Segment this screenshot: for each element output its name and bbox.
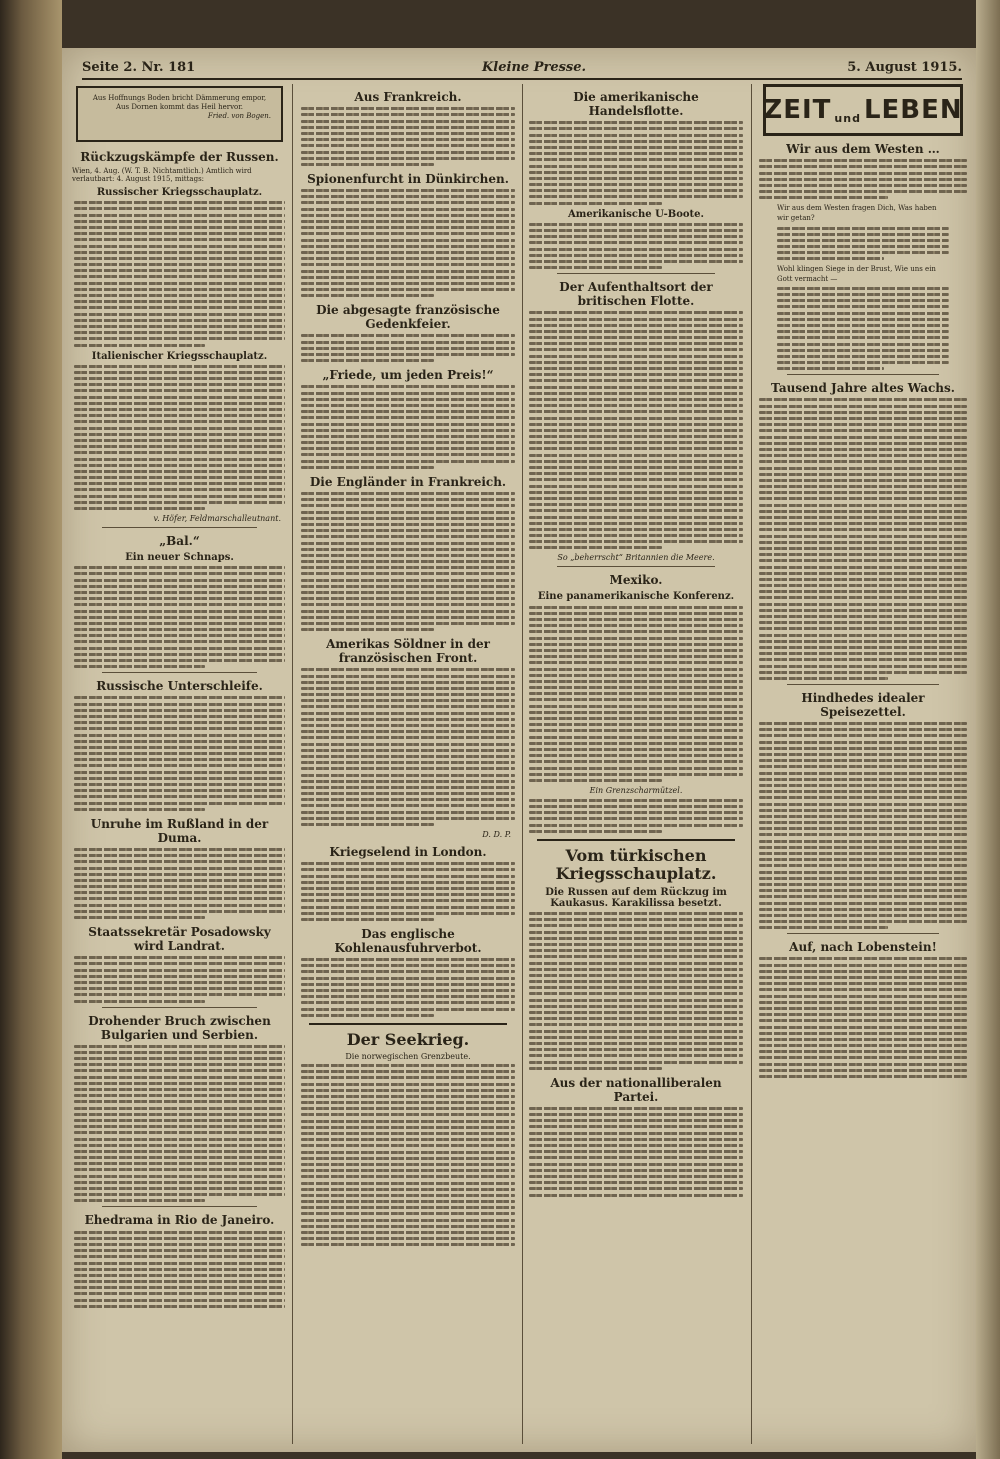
column-4: [757, 84, 969, 1444]
section-heading: Russischer Kriegsschauplatz.: [96, 187, 263, 198]
article-subheadline: Die norwegischen Grenzbeute.: [345, 1051, 471, 1061]
masthead-word: ZEIT: [763, 95, 832, 125]
article-body: [759, 957, 967, 1078]
article-body: [759, 159, 967, 199]
next-page-edge: [976, 0, 1000, 1459]
separator: [102, 1007, 257, 1008]
article-body: [529, 912, 743, 1070]
column-1: [72, 84, 287, 1444]
column-rule: [292, 84, 293, 1444]
separator: [787, 684, 939, 685]
article-body: [301, 862, 515, 921]
article-signature: v. Höfer, Feldmarschalleutnant.: [153, 514, 281, 523]
article-signature: So „beherrscht“ Britannien die Meere.: [557, 553, 715, 563]
separator: [557, 566, 715, 567]
article-subheadline: Ein neuer Schnaps.: [125, 552, 234, 563]
article-body: [529, 606, 743, 782]
article-headline: Der Aufenthaltsort der britischen Flotte.: [559, 280, 713, 309]
motto-line: Aus Dornen kommt das Heil hervor.: [115, 103, 244, 111]
article-body: [301, 1064, 515, 1246]
article-body: [301, 189, 515, 297]
article-body: [759, 398, 967, 679]
article-headline: Auf, nach Lobenstein!: [789, 940, 937, 955]
page-header: [82, 58, 962, 80]
article-headline: Drohender Bruch zwischen Bulgarien und Serbien.: [88, 1013, 271, 1042]
article-headline: Russische Unterschleife.: [96, 679, 263, 694]
article-body: [74, 1231, 285, 1308]
article-signature: Ein Grenzscharmützel.: [589, 785, 683, 795]
section-heading: Italienischer Kriegsschauplatz.: [91, 350, 268, 362]
separator: [787, 374, 939, 375]
article-headline: Spionenfurcht in Dünkirchen.: [307, 171, 509, 186]
column-2: [299, 84, 517, 1444]
article-body: [301, 334, 515, 362]
issue-date: 5. August 1915.: [847, 60, 962, 75]
dateline: Wien, 4. Aug. (W. T. B. Nichtamtlich.) Amtlich wird verlautbart: 4. August 1915, mittags:: [72, 167, 252, 183]
article-headline: Rückzugskämpfe der Russen.: [80, 150, 279, 164]
article-headline: Vom türkischen Kriegsschauplatz.: [555, 845, 717, 883]
article-body: [529, 121, 743, 204]
article-body: [529, 223, 743, 269]
article-subheadline: Eine panamerikanische Konferenz.: [537, 591, 735, 603]
separator: [537, 839, 735, 841]
motto-author: Fried. von Bogen.: [207, 112, 271, 120]
masthead-word: LEBEN: [863, 95, 963, 125]
article-headline: Die amerikanische Handelsflotte.: [573, 90, 699, 118]
book-binding-edge: [0, 0, 62, 1459]
separator: [309, 1023, 507, 1025]
article-body: [74, 365, 285, 510]
article-headline: Staatssekretär Posadowsky wird Landrat.: [88, 925, 271, 953]
separator: [102, 527, 257, 528]
article-headline: Die Engländer in Frankreich.: [309, 474, 507, 489]
article-body: [74, 696, 285, 810]
article-body: [529, 311, 743, 549]
article-body: [74, 956, 285, 1002]
article-body: [74, 848, 285, 919]
separator: [102, 672, 257, 673]
article-headline: Das englische Kohlenausfuhrverbot.: [334, 926, 482, 955]
article-headline: Mexiko.: [609, 573, 663, 588]
article-body: [74, 566, 285, 668]
article-signature: D. D. P.: [482, 830, 511, 839]
column-rule: [522, 84, 523, 1444]
separator: [102, 1206, 257, 1207]
article-headline: Unruhe im Rußland in der Duma.: [90, 816, 269, 845]
article-body: [301, 107, 515, 166]
article-body: [759, 722, 967, 929]
poem-stanza: Wir aus dem Westen fragen Dich, Was haben wir getan?: [777, 204, 937, 223]
article-headline: Hindhedes idealer Speisezettel.: [801, 690, 925, 719]
article-headline: Ehedrama in Rio de Janeiro.: [84, 1213, 275, 1228]
article-body: [74, 201, 285, 346]
article-headline: Wir aus dem Westen …: [786, 142, 940, 156]
article-body: [301, 958, 515, 1017]
article-headline: Aus Frankreich.: [354, 90, 462, 104]
page-number: Seite 2. Nr. 181: [82, 60, 196, 75]
newspaper-title: Kleine Presse.: [482, 60, 587, 75]
article-headline: Kriegselend in London.: [329, 845, 487, 859]
article-body: [529, 1107, 743, 1197]
article-body: [529, 799, 743, 833]
article-subheadline: Die Russen auf dem Rückzug im Kaukasus. Karakilissa besetzt.: [545, 886, 727, 909]
zeit-und-leben-masthead: [763, 84, 963, 136]
section-heading: Amerikanische U-Boote.: [567, 208, 705, 220]
article-headline: Die abgesagte französische Gedenkfeier.: [316, 303, 500, 332]
article-body: [301, 668, 515, 826]
column-3: [527, 84, 745, 1444]
article-headline: Der Seekrieg.: [346, 1029, 470, 1049]
article-headline: „Bal.“: [159, 534, 200, 548]
article-headline: Tausend Jahre altes Wachs.: [771, 381, 955, 396]
column-rule: [751, 84, 752, 1444]
article-headline: Aus der nationalliberalen Partei.: [550, 1075, 722, 1104]
masthead-word: und: [834, 112, 861, 125]
article-headline: „Friede, um jeden Preis!“: [322, 368, 494, 383]
poem-lines: [777, 227, 949, 261]
poem-stanza: Wohl klingen Siege in der Brust, Wie uns ein Gott vermacht —: [777, 264, 936, 283]
article-body: [301, 385, 515, 468]
motto-box: [76, 86, 283, 142]
motto-line: Aus Hoffnungs Boden bricht Dämmerung empor,: [92, 94, 267, 102]
separator: [787, 933, 939, 934]
article-body: [301, 492, 515, 631]
article-body: [74, 1045, 285, 1203]
separator: [557, 273, 715, 274]
article-headline: Amerikas Söldner in der französischen Front.: [326, 637, 490, 666]
newspaper-page: [62, 48, 976, 1452]
poem-lines: [777, 287, 949, 370]
